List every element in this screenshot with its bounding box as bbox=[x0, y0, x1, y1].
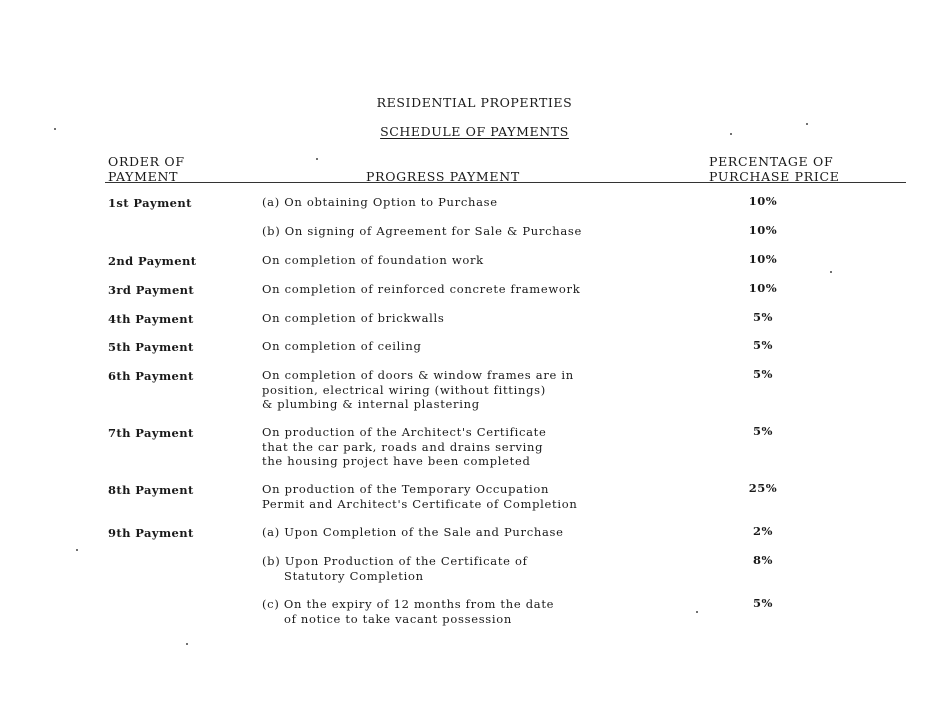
percentage-cell: 5% bbox=[753, 367, 773, 381]
progress-payment-cell bbox=[262, 224, 582, 239]
percentage-cell: 25% bbox=[748, 481, 778, 495]
percentage-cell: 10% bbox=[748, 223, 778, 237]
percentage-cell: 2% bbox=[753, 524, 773, 538]
progress-payment-line: On completion of foundation work bbox=[262, 253, 484, 267]
progress-payment-cell bbox=[262, 368, 574, 412]
scan-speck bbox=[696, 611, 698, 613]
progress-payment-cell bbox=[262, 339, 422, 354]
progress-payment-line: of notice to take vacant possession bbox=[284, 611, 513, 626]
progress-payment-line: On completion of brickwalls bbox=[262, 311, 445, 325]
scan-speck bbox=[316, 158, 318, 160]
order-of-payment-cell: 9th Payment bbox=[108, 526, 194, 540]
header-order-of-payment bbox=[108, 154, 185, 184]
header-rule bbox=[105, 182, 906, 183]
header-order-line2: PAYMENT bbox=[108, 169, 179, 184]
percentage-cell: 5% bbox=[753, 338, 773, 352]
percentage-cell: 5% bbox=[753, 310, 773, 324]
order-of-payment-cell: 5th Payment bbox=[108, 340, 194, 354]
header-percentage-line2: PURCHASE PRICE bbox=[709, 169, 840, 184]
percentage-cell: 10% bbox=[748, 281, 778, 295]
header-order-line1: ORDER OF bbox=[108, 154, 185, 169]
percentage-cell: 5% bbox=[753, 424, 773, 438]
scan-speck bbox=[186, 643, 188, 645]
progress-payment-line: On completion of doors & window frames are in bbox=[262, 368, 574, 382]
order-of-payment-cell: 4th Payment bbox=[108, 312, 194, 326]
progress-payment-line: (a) On obtaining Option to Purchase bbox=[262, 195, 498, 209]
scan-speck bbox=[76, 549, 78, 551]
progress-payment-cell bbox=[262, 425, 547, 469]
progress-payment-line: On completion of ceiling bbox=[262, 339, 422, 353]
progress-payment-line: (b) Upon Production of the Certificate of bbox=[262, 554, 528, 568]
order-of-payment-cell: 2nd Payment bbox=[108, 254, 197, 268]
order-of-payment-cell: 3rd Payment bbox=[108, 283, 195, 297]
percentage-cell: 10% bbox=[748, 252, 778, 266]
scan-speck bbox=[806, 123, 808, 125]
progress-payment-line: (c) On the expiry of 12 months from the date bbox=[262, 597, 555, 611]
document-subtitle-text: SCHEDULE OF PAYMENTS bbox=[380, 124, 569, 139]
progress-payment-line: & plumbing & internal plastering bbox=[262, 397, 480, 412]
header-percentage bbox=[709, 154, 840, 184]
progress-payment-line: (b) On signing of Agreement for Sale & Purchase bbox=[262, 224, 582, 238]
progress-payment-cell bbox=[262, 525, 564, 540]
progress-payment-line: Permit and Architect's Certificate of Completion bbox=[262, 496, 578, 511]
progress-payment-line: (a) Upon Completion of the Sale and Purchase bbox=[262, 525, 564, 539]
order-of-payment-cell: 8th Payment bbox=[108, 483, 194, 497]
order-of-payment-cell: 6th Payment bbox=[108, 369, 194, 383]
percentage-cell: 5% bbox=[753, 596, 773, 610]
progress-payment-line: that the car park, roads and drains serving bbox=[262, 439, 544, 454]
order-of-payment-cell: 7th Payment bbox=[108, 426, 194, 440]
progress-payment-cell bbox=[262, 482, 577, 511]
progress-payment-cell bbox=[262, 253, 484, 268]
header-progress-payment: PROGRESS PAYMENT bbox=[366, 169, 520, 184]
document-subtitle bbox=[3, 124, 943, 139]
scan-speck bbox=[730, 133, 732, 135]
progress-payment-cell bbox=[262, 311, 445, 326]
header-percentage-line1: PERCENTAGE OF bbox=[709, 154, 834, 169]
order-of-payment-cell: 1st Payment bbox=[108, 196, 192, 210]
progress-payment-line: Statutory Completion bbox=[284, 568, 424, 583]
progress-payment-cell bbox=[262, 282, 580, 297]
progress-payment-line: On production of the Temporary Occupation bbox=[262, 482, 550, 496]
scan-speck bbox=[54, 128, 56, 130]
document-title: RESIDENTIAL PROPERTIES bbox=[376, 95, 573, 110]
progress-payment-line: position, electrical wiring (without fittings) bbox=[262, 382, 546, 397]
progress-payment-cell bbox=[262, 554, 528, 583]
progress-payment-line: On completion of reinforced concrete framework bbox=[262, 282, 581, 296]
progress-payment-line: the housing project have been completed bbox=[262, 454, 531, 469]
progress-payment-cell bbox=[262, 195, 498, 210]
percentage-cell: 10% bbox=[748, 194, 778, 208]
progress-payment-cell bbox=[262, 597, 554, 626]
scan-speck bbox=[830, 271, 832, 273]
percentage-cell: 8% bbox=[753, 553, 773, 567]
progress-payment-line: On production of the Architect's Certificate bbox=[262, 425, 547, 439]
